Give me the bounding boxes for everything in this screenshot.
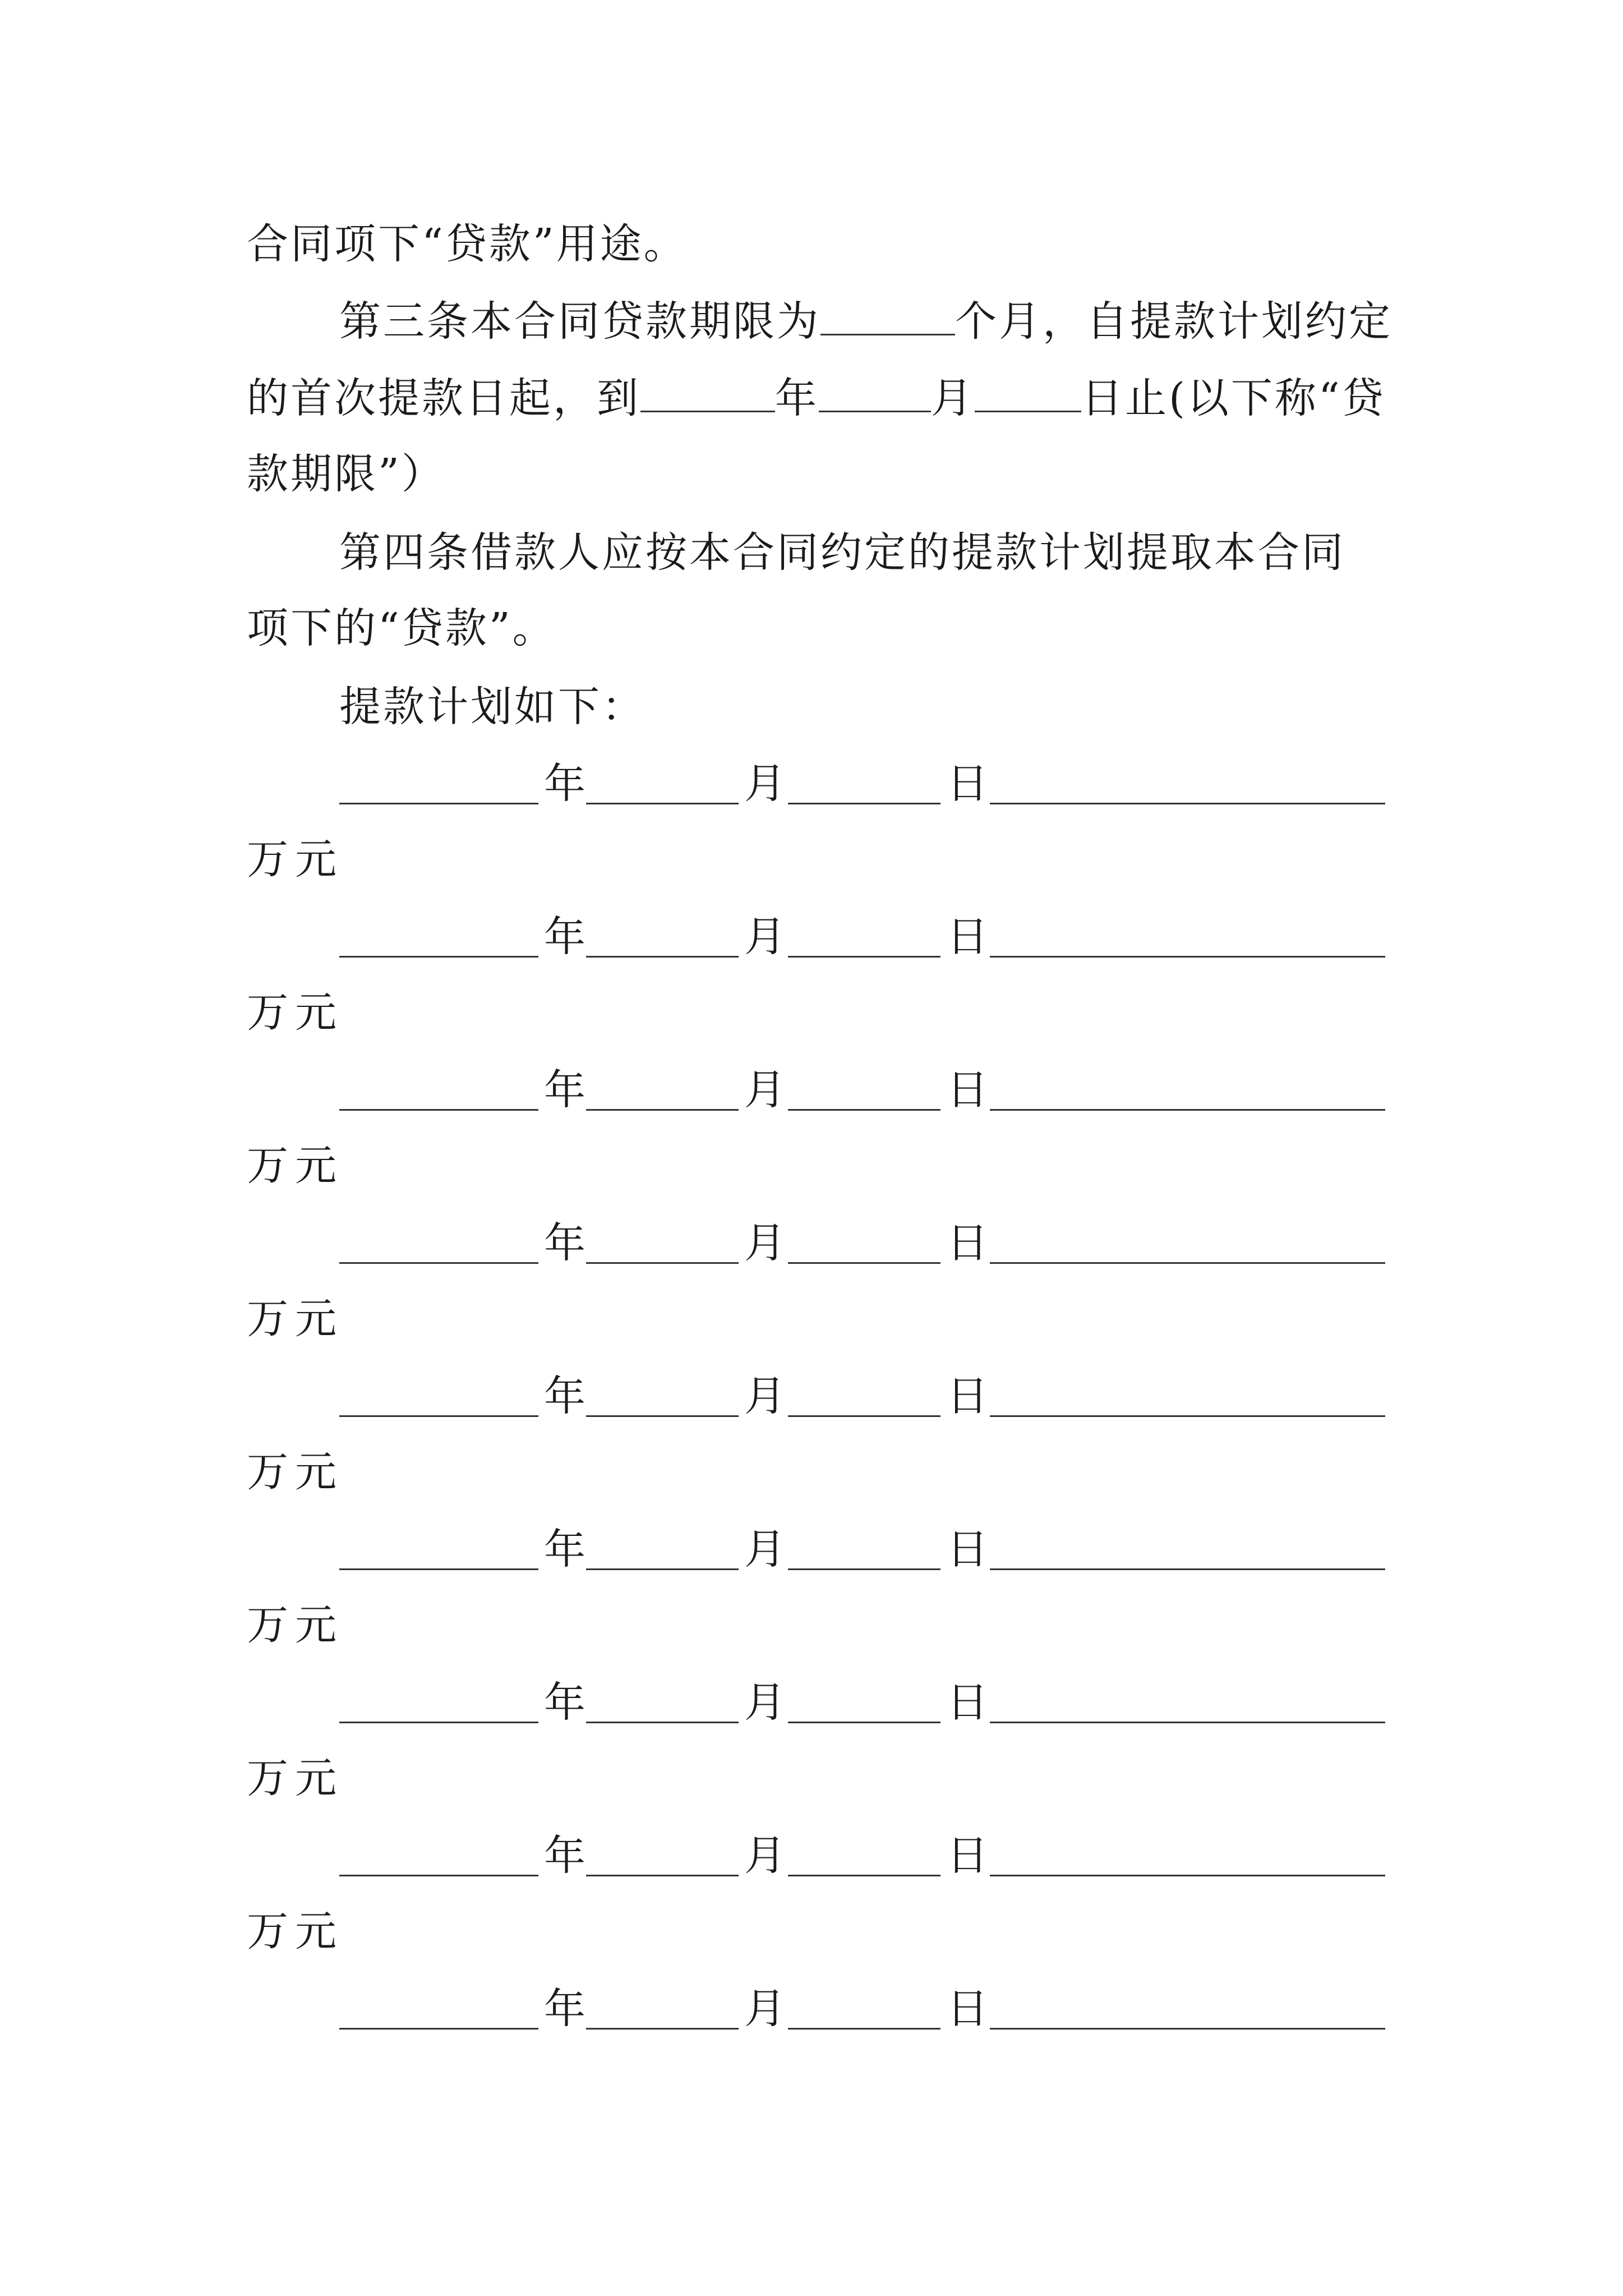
plan-amount-blank[interactable] [990, 1722, 1385, 1723]
end-month-blank[interactable] [819, 375, 931, 412]
plan-day-label: 日 [947, 760, 988, 808]
plan-month-blank[interactable] [586, 1262, 739, 1264]
article-3-text-c: 的首次提款日起，到 [247, 374, 640, 422]
plan-year-label: 年 [544, 1525, 585, 1573]
plan-month-label: 月 [744, 1832, 786, 1880]
loan-term-months-blank[interactable] [820, 298, 955, 335]
plan-year-blank[interactable] [339, 1568, 538, 1570]
plan-row [339, 1204, 1385, 1282]
plan-day-label: 日 [947, 1066, 988, 1114]
plan-day-blank[interactable] [788, 1875, 940, 1876]
article-3-text-b: 个月，自提款计划约定 [955, 297, 1393, 346]
plan-year-blank[interactable] [339, 1875, 538, 1876]
end-month-label: 月 [931, 374, 975, 422]
plan-unit-label: 万元 [247, 1142, 343, 1190]
plan-year-label: 年 [544, 760, 585, 808]
plan-row [339, 1051, 1385, 1129]
plan-row [339, 1357, 1385, 1435]
article-3-line-2 [247, 359, 1385, 438]
plan-unit-label: 万元 [247, 835, 343, 884]
plan-day-label: 日 [947, 1525, 988, 1573]
end-year-blank[interactable] [640, 375, 775, 412]
plan-day-blank[interactable] [788, 1568, 940, 1570]
paragraph-purpose-end [247, 205, 1385, 283]
plan-heading-text: 提款计划如下： [339, 683, 645, 731]
plan-amount-blank[interactable] [990, 803, 1385, 804]
text-purpose: 合同项下“贷款”用途。 [247, 220, 688, 268]
plan-amount-blank[interactable] [990, 1262, 1385, 1264]
plan-day-blank[interactable] [788, 1415, 940, 1417]
plan-year-label: 年 [544, 1066, 585, 1114]
plan-day-blank[interactable] [788, 1722, 940, 1723]
plan-month-label: 月 [744, 1985, 786, 2033]
plan-day-label: 日 [947, 1678, 988, 1727]
plan-month-label: 月 [744, 913, 786, 961]
plan-unit-label: 万元 [247, 1907, 343, 1955]
plan-month-label: 月 [744, 1372, 786, 1420]
plan-month-blank[interactable] [586, 1568, 739, 1570]
plan-row [339, 1510, 1385, 1589]
plan-day-label: 日 [947, 913, 988, 961]
plan-month-label: 月 [744, 760, 786, 808]
plan-day-blank[interactable] [788, 803, 940, 804]
plan-month-blank[interactable] [586, 1722, 739, 1723]
plan-heading [339, 668, 1385, 746]
plan-amount-blank[interactable] [990, 1109, 1385, 1111]
plan-month-label: 月 [744, 1678, 786, 1727]
plan-row [339, 1663, 1385, 1742]
plan-year-blank[interactable] [339, 1415, 538, 1417]
plan-unit-label: 万元 [247, 1295, 343, 1343]
plan-unit-label: 万元 [247, 1754, 343, 1802]
plan-day-label: 日 [947, 1219, 988, 1267]
plan-year-label: 年 [544, 1678, 585, 1727]
article-4-line-1 [339, 513, 1385, 592]
plan-month-label: 月 [744, 1525, 786, 1573]
article-4-line-2 [247, 589, 1385, 668]
end-day-blank[interactable] [975, 375, 1081, 412]
plan-month-blank[interactable] [586, 1875, 739, 1876]
article-4-text-a: 第四条借款人应按本合同约定的提款计划提取本合同 [339, 528, 1345, 577]
plan-month-label: 月 [744, 1066, 786, 1114]
plan-row [339, 744, 1385, 823]
end-day-label: 日止(以下称“贷 [1081, 374, 1386, 422]
plan-row [339, 898, 1385, 976]
plan-amount-blank[interactable] [990, 2028, 1385, 2030]
plan-day-label: 日 [947, 1832, 988, 1880]
plan-year-blank[interactable] [339, 803, 538, 804]
plan-year-label: 年 [544, 1832, 585, 1880]
plan-year-label: 年 [544, 1985, 585, 2033]
article-3-text-d: 款期限”） [247, 450, 445, 498]
plan-year-label: 年 [544, 913, 585, 961]
plan-year-blank[interactable] [339, 1109, 538, 1111]
plan-day-label: 日 [947, 1985, 988, 2033]
plan-year-blank[interactable] [339, 2028, 538, 2030]
plan-amount-blank[interactable] [990, 1875, 1385, 1876]
plan-year-blank[interactable] [339, 1262, 538, 1264]
plan-day-blank[interactable] [788, 2028, 940, 2030]
plan-amount-blank[interactable] [990, 956, 1385, 958]
plan-row [339, 1970, 1385, 2048]
plan-day-label: 日 [947, 1372, 988, 1420]
plan-month-label: 月 [744, 1219, 786, 1267]
plan-unit-label: 万元 [247, 988, 343, 1037]
plan-day-blank[interactable] [788, 1262, 940, 1264]
plan-month-blank[interactable] [586, 803, 739, 804]
plan-amount-blank[interactable] [990, 1415, 1385, 1417]
plan-month-blank[interactable] [586, 956, 739, 958]
plan-year-label: 年 [544, 1372, 585, 1420]
plan-month-blank[interactable] [586, 1415, 739, 1417]
article-4-text-b: 项下的“贷款”。 [247, 604, 556, 652]
plan-month-blank[interactable] [586, 1109, 739, 1111]
plan-year-blank[interactable] [339, 956, 538, 958]
plan-unit-label: 万元 [247, 1448, 343, 1496]
plan-month-blank[interactable] [586, 2028, 739, 2030]
plan-day-blank[interactable] [788, 1109, 940, 1111]
plan-day-blank[interactable] [788, 956, 940, 958]
plan-year-label: 年 [544, 1219, 585, 1267]
plan-year-blank[interactable] [339, 1722, 538, 1723]
end-year-label: 年 [775, 374, 819, 422]
plan-amount-blank[interactable] [990, 1568, 1385, 1570]
article-3-line-1 [339, 282, 1393, 361]
article-3-line-3 [247, 435, 1385, 513]
article-3-text-a: 第三条本合同贷款期限为 [339, 297, 820, 346]
plan-unit-label: 万元 [247, 1601, 343, 1649]
plan-row [339, 1816, 1385, 1895]
